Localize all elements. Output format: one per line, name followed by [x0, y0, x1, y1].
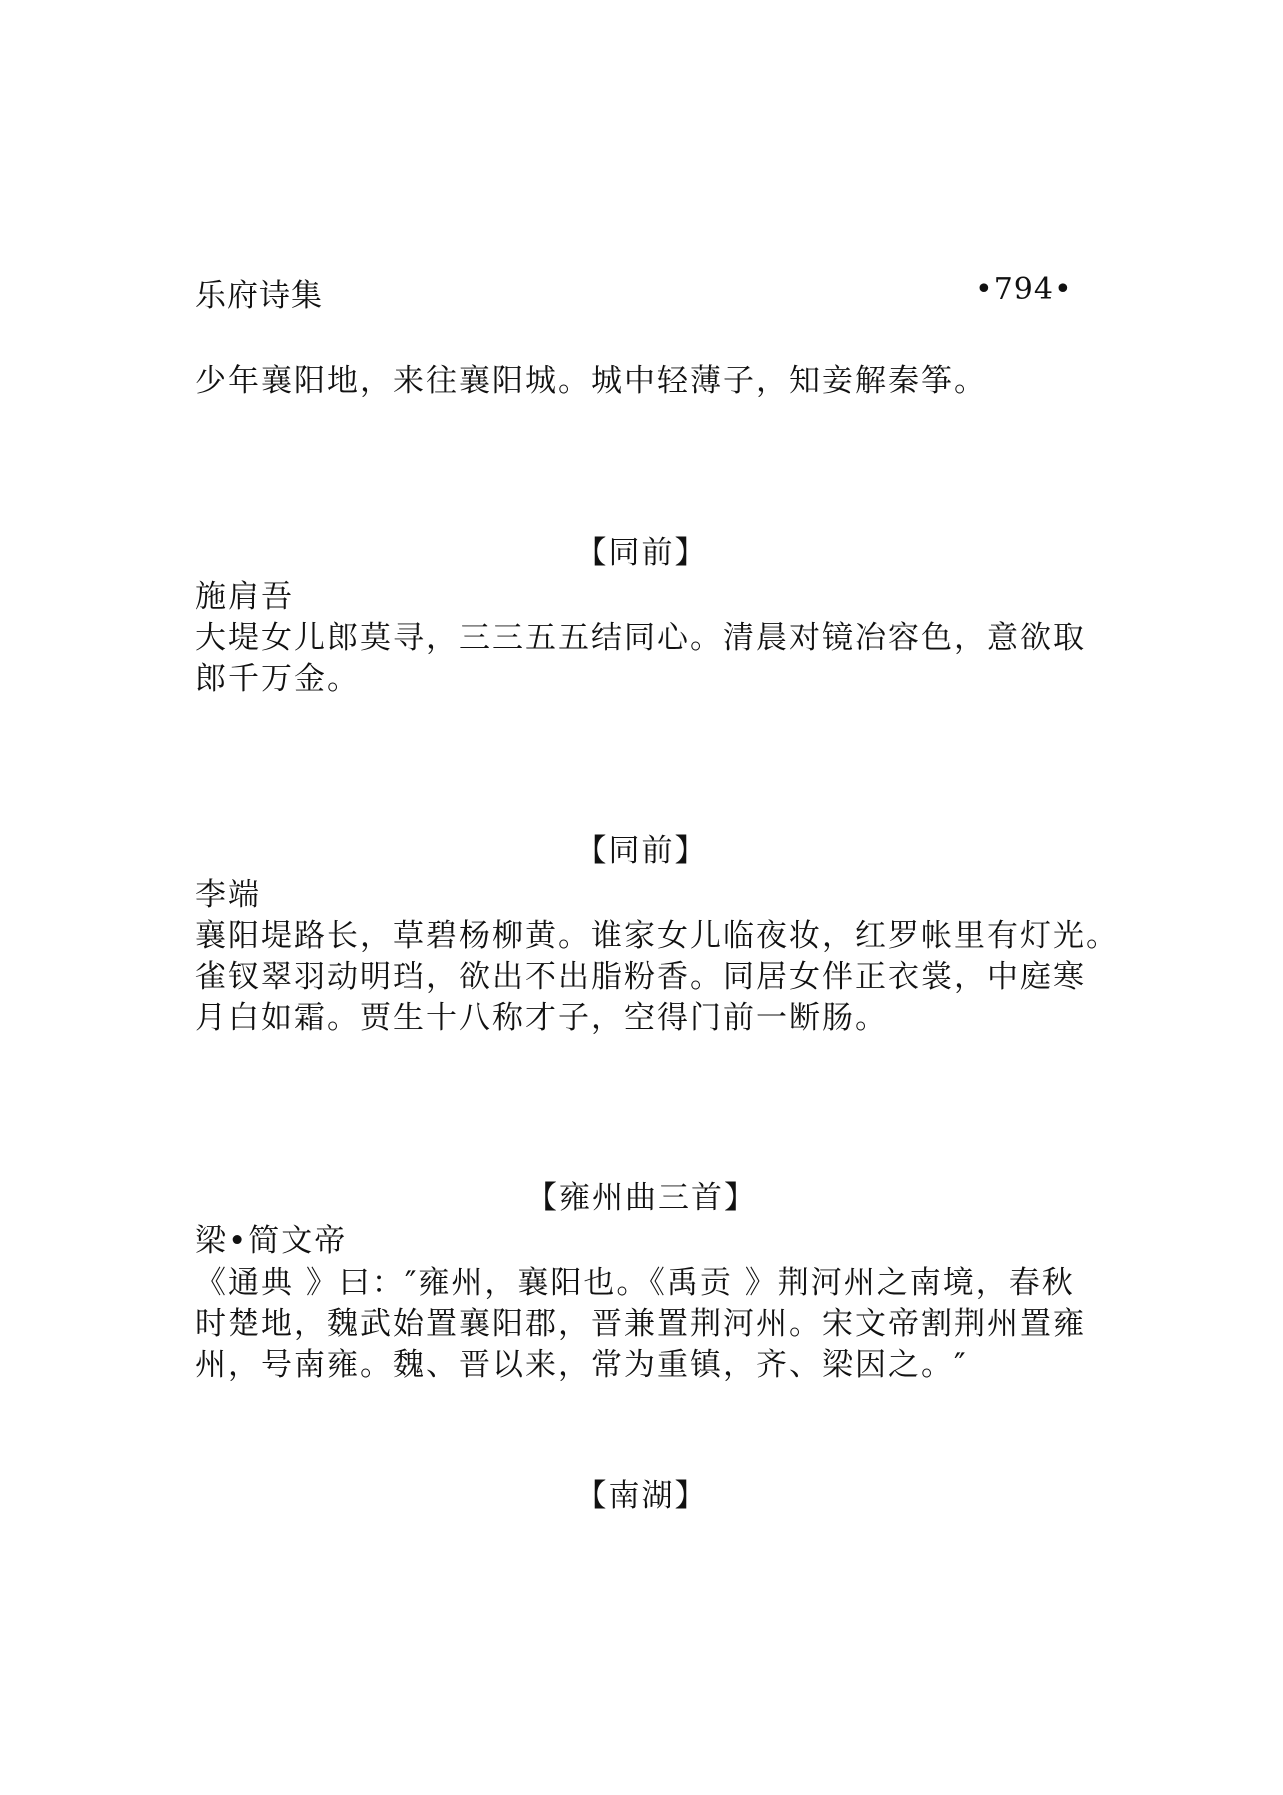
section-heading: 【雍州曲三首】 [526, 1180, 757, 1216]
author: 李端 [195, 877, 261, 913]
commentary-line: 《通典 》曰：″雍州，襄阳也。《禹贡 》荆河州之南境，春秋 [195, 1265, 1075, 1301]
book-title: 乐府诗集 [195, 278, 323, 314]
poem-line: 襄阳堤路长，草碧杨柳黄。谁家女儿临夜妆，红罗帐里有灯光。 [195, 918, 1119, 954]
poem-line: 雀钗翠羽动明珰，欲出不出脂粉香。同居女伴正衣裳，中庭寒 [195, 959, 1086, 995]
section-heading: 【同前】 [575, 535, 708, 571]
author: 梁•简文帝 [195, 1223, 348, 1259]
author: 施肩吾 [195, 579, 294, 615]
commentary-line: 州，号南雍。魏、晋以来，常为重镇，齐、梁因之。″ [195, 1347, 968, 1383]
page-number: •794• [975, 272, 1073, 307]
poem-line: 郎千万金。 [195, 661, 360, 697]
commentary-line: 时楚地，魏武始置襄阳郡，晋兼置荆河州。宋文帝割荆州置雍 [195, 1306, 1086, 1342]
section-heading: 【同前】 [575, 833, 708, 869]
section-heading: 【南湖】 [575, 1478, 708, 1514]
poem-line: 少年襄阳地，来往襄阳城。城中轻薄子，知妾解秦筝。 [195, 363, 987, 399]
poem-line: 月白如霜。贾生十八称才子，空得门前一断肠。 [195, 1000, 888, 1036]
poem-line: 大堤女儿郎莫寻，三三五五结同心。清晨对镜冶容色，意欲取 [195, 620, 1086, 656]
